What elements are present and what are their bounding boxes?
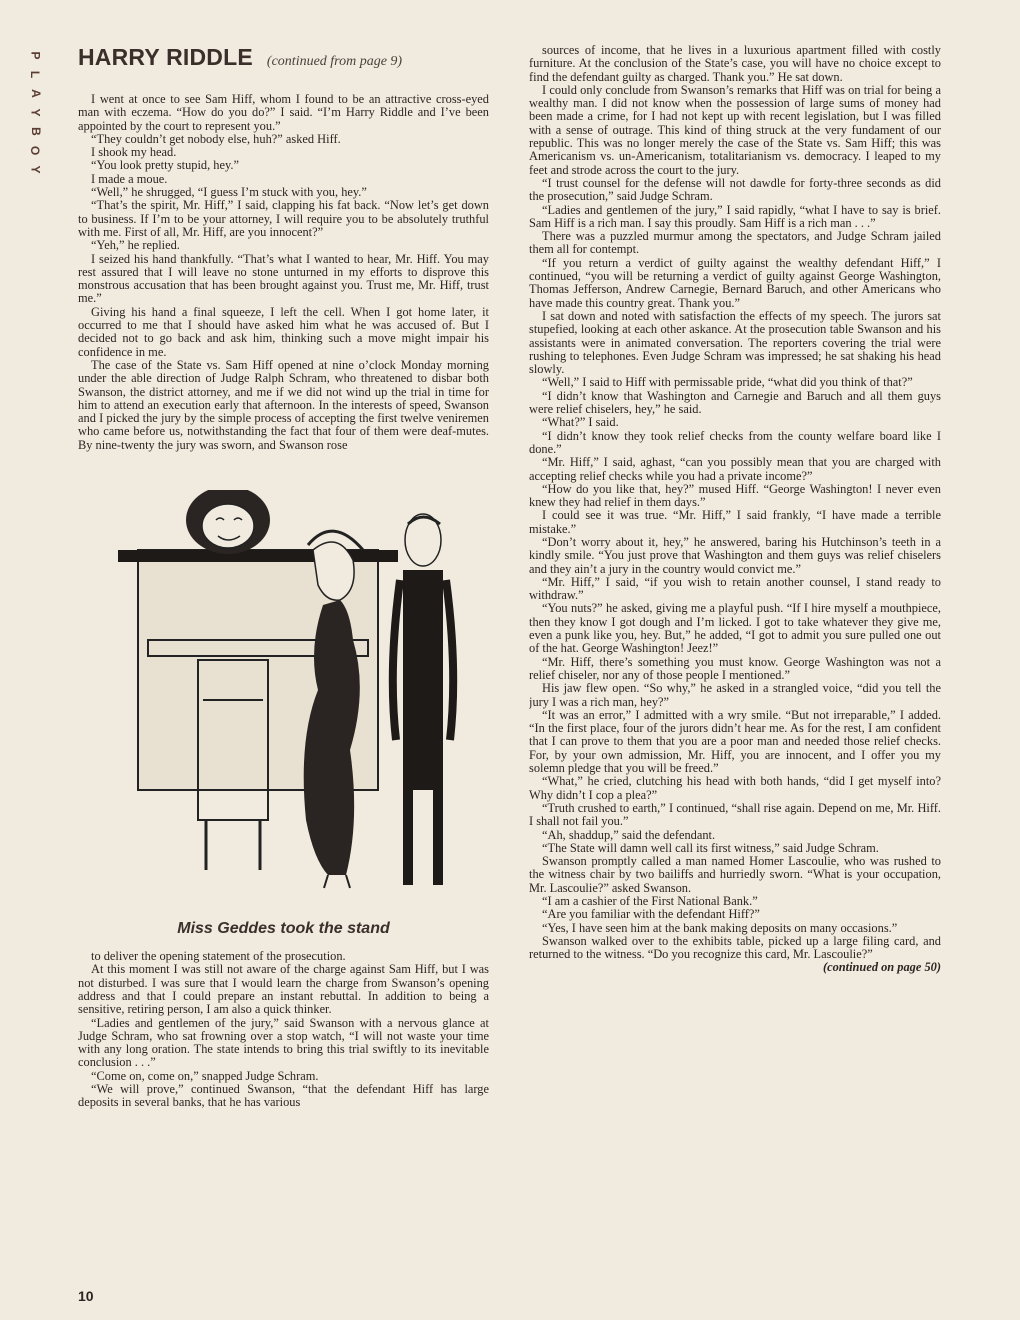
paragraph: I sat down and noted with satisfaction the effects of my speech. The jurors sat stupefied, looking at each other askance. At the prosecution table Swanson and his assistants were in animated conversation. The reporters covering the trial were rushing to telephones. Even Judge Schram was impressed; he sat shaking his head slowly. [529,308,941,377]
paragraph: “Ah, shaddup,” said the defendant. [542,827,716,842]
paragraph: The case of the State vs. Sam Hiff opened at nine o’clock Monday morning under the able direction of Judge Ralph Schram, who threatened to disbar both Swanson, the district attorney, and me if we did not wind up the trial in time for him to attend an execution early that afternoon. In the interests of speed, Swanson and I picked the jury by the simple process of accepting the first twelve veniremen who came before us, notwithstanding the fact that four of them were deaf-mutes. By nine-twenty the jury was sworn, and Swanson rose [78,357,489,452]
paragraph: “Well,” I said to Hiff with permissable pride, “what did you think of that?” [542,375,913,390]
paragraph: His jaw flew open. “So why,” he asked in a strangled voice, “did you tell the jury I was a rich man, hey?” [529,681,941,709]
paragraph: “Come on, come on,” snapped Judge Schram. [91,1068,319,1083]
paragraph: I made a moue. [91,171,168,186]
paragraph: “It was an error,” I admitted with a wry smile. “But not irreparable,” I added. “In the first place, four of the jurors didn’t hear me. As for the rest, I am confident that I can prove to them that you are a poor man and needed those relief checks. For, by your own admission, Mr. Hiff, you are innocent, and I offer you my solemn pledge that you will be freed.” [529,707,941,776]
right-body-text [529,44,941,961]
paragraph: “Don’t worry about it, hey,” he answered, baring his Hutchinson’s teeth in a kindly smile. “You just prove that Washington and them guys was relief chiselers and they ain’t a jury in the country would convict me.” [529,534,941,576]
paragraph: I went at once to see Sam Hiff, whom I found to be an attractive cross-eyed man with eczema. “How do you do?” I said. “I’m Harry Riddle and I’ve been appointed by the court to represent you.” [78,92,489,133]
paragraph: Swanson promptly called a man named Homer Lascoulie, who was rushed to the witness chair by two bailiffs and hurriedly sworn. “What is your occupation, Mr. Lascoulie?” asked Swanson. [529,854,941,895]
paragraph: “I trust counsel for the defense will not dawdle for forty-three seconds as did the prosecution,” said Judge Schram. [529,175,941,204]
paragraph: “Mr. Hiff,” I said, aghast, “can you possibly mean that you are charged with accepting relief checks while you had a private income?” [529,455,941,483]
paragraph: “What?” I said. [542,415,619,430]
paragraph: “I didn’t know they took relief checks from the county welfare board like I done.” [529,428,941,456]
courtroom-illustration [78,490,489,890]
left-column [78,44,489,1284]
paragraph: sources of income, that he lives in a luxurious apartment filled with costly furniture. At the conclusion of the State’s case, you will have no choice except to find the defendant guilty as charged. Thank you.” He sat down. [529,44,941,84]
paragraph: “I am a cashier of the First National Bank.” [542,894,758,908]
page-number: 10 [78,1288,94,1304]
left-body-text [78,93,489,452]
illustration-caption: Miss Geddes took the stand [177,920,390,938]
paragraph: I could see it was true. “Mr. Hiff,” I said frankly, “I have made a terrible mistake.” [529,508,941,536]
paragraph: Swanson walked over to the exhibits table, picked up a large filing card, and returned to the witness. “Do you recognize this card, Mr. Lascoulie?” [529,933,941,962]
magazine-side-letter: O [28,145,43,156]
left-body-text-after [78,950,489,1110]
continued-on-note: (continued on page 50) [822,960,941,975]
paragraph: to deliver the opening statement of the prosecution. [91,949,346,964]
article-title: HARRY RIDDLE [78,44,253,70]
article-header [78,44,489,71]
paragraph: “The State will damn well call its first witness,” said Judge Schram. [542,840,879,855]
paragraph: I seized his hand thankfully. “That’s what I wanted to hear, Mr. Hiff. You may rest assured that I will leave no stone unturned in my efforts to disprove this monstrous accusation that has been brought against you. Trust me, Mr. Hiff, trust me.” [78,251,489,306]
paragraph: “What,” he cried, clutching his head with both hands, “did I get myself into? Why didn’t I cop a plea?” [529,774,941,802]
magazine-side-letter: A [28,89,43,98]
paragraph: I could only conclude from Swanson’s remarks that Hiff was on trial for being a wealthy man. I did not know when the possession of large sums of money had been made a crime, for I had not kept up with recent legislation, but I was filled with a sense of outrage. This kind of thing struck at the very fundament of our republic. This was no longer merely the case of the State vs. Sam Hiff; this was Americanism vs. un-Americanism, totalitarianism vs. democracy. I leaped to my feet and strode across the court to the jury. [529,82,941,177]
paragraph: There was a puzzled murmur among the spectators, and Judge Schram jailed them all for contempt. [529,229,941,257]
paragraph: “Yes, I have seen him at the bank making deposits on many occasions.” [542,920,898,935]
magazine-side-letter: L [28,70,43,79]
magazine-side-letter: P [28,51,43,60]
paragraph: “We will prove,” continued Swanson, “that the defendant Hiff has large deposits in several banks, that he has various [78,1081,489,1110]
right-column [529,44,941,1284]
paragraph: Giving his hand a final squeeze, I left the cell. When I got home later, it occurred to me that I should have asked him what he was accused of. But I decided not to go back and ask him, thinking such a move might impair his confidence in me. [78,304,489,359]
paragraph: “Ladies and gentlemen of the jury,” said Swanson with a nervous glance at Judge Schram, who sat frowning over a stop watch, “I will not waste your time with any long oration. The state intends to bring this trial swiftly to its inevitable conclusion . . .” [78,1015,489,1070]
paragraph: At this moment I was still not aware of the charge against Sam Hiff, but I was not disturbed. I was sure that I would learn the charge from Swanson’s opening address and that I could prepare an instant rebuttal. In addition to being a sensitive, retiring person, I am also a quick thinker. [78,962,489,1017]
paragraph: “You look pretty stupid, hey.” [91,158,239,173]
paragraph: “I didn’t know that Washington and Carnegie and Baruch and all them guys were relief chiselers, hey,” he said. [529,388,941,417]
paragraph: “Ladies and gentlemen of the jury,” I said rapidly, “what I have to say is brief. Sam Hiff is a rich man. I say this proudly. Sam Hiff is a rich man . . .” [529,202,941,230]
magazine-side-label [27,46,43,179]
paragraph: “Are you familiar with the defendant Hiff?” [542,907,760,922]
paragraph: “You nuts?” he asked, giving me a playful push. “If I hire myself a mouthpiece, then they know I got dough and I’m licked. I got to take whatever they give me, even a punk like you, hey. But,” he added, “I got to admit you sure pulled one out of the hat. George Washington! Jeez!” [529,601,941,656]
paragraph: “Mr. Hiff,” I said, “if you wish to retain another counsel, I stand ready to withdraw.” [529,574,941,603]
paragraph: “Mr. Hiff, there’s something you must know. George Washington was not a relief chiseler, nor any of those people I mentioned.” [529,654,941,682]
magazine-side-letter: Y [28,108,43,117]
paragraph: “If you return a verdict of guilty against the wealthy defendant Hiff,” I continued, “you will be returning a verdict of guilty against George Washington, Thomas Jefferson, Andrew Carnegie, Bernard Baruch, and other Americans who have made this country great. Thank you.” [529,255,941,310]
paragraph: “They couldn’t get nobody else, huh?” asked Hiff. [91,131,341,146]
magazine-side-letter: B [28,127,43,136]
paragraph: “Yeh,” he replied. [91,238,180,253]
continued-from-note: (continued from page 9) [266,54,403,69]
paragraph: “Well,” he shrugged, “I guess I’m stuck with you, hey.” [91,185,367,200]
paragraph: I shook my head. [91,145,177,160]
paragraph: “That’s the spirit, Mr. Hiff,” I said, clapping his fat back. “Now let’s get down to business. If I’m to be your attorney, I will require you to be absolutely truthful with me. First of all, Mr. Hiff, are you innocent?” [78,198,489,239]
paragraph: “Truth crushed to earth,” I continued, “shall rise again. Depend on me, Mr. Hiff. I shall not fail you.” [529,800,941,829]
paragraph: “How do you like that, hey?” mused Hiff. “George Washington! I never even knew they had relief in them days.” [529,481,941,510]
magazine-side-letter: Y [28,165,43,174]
